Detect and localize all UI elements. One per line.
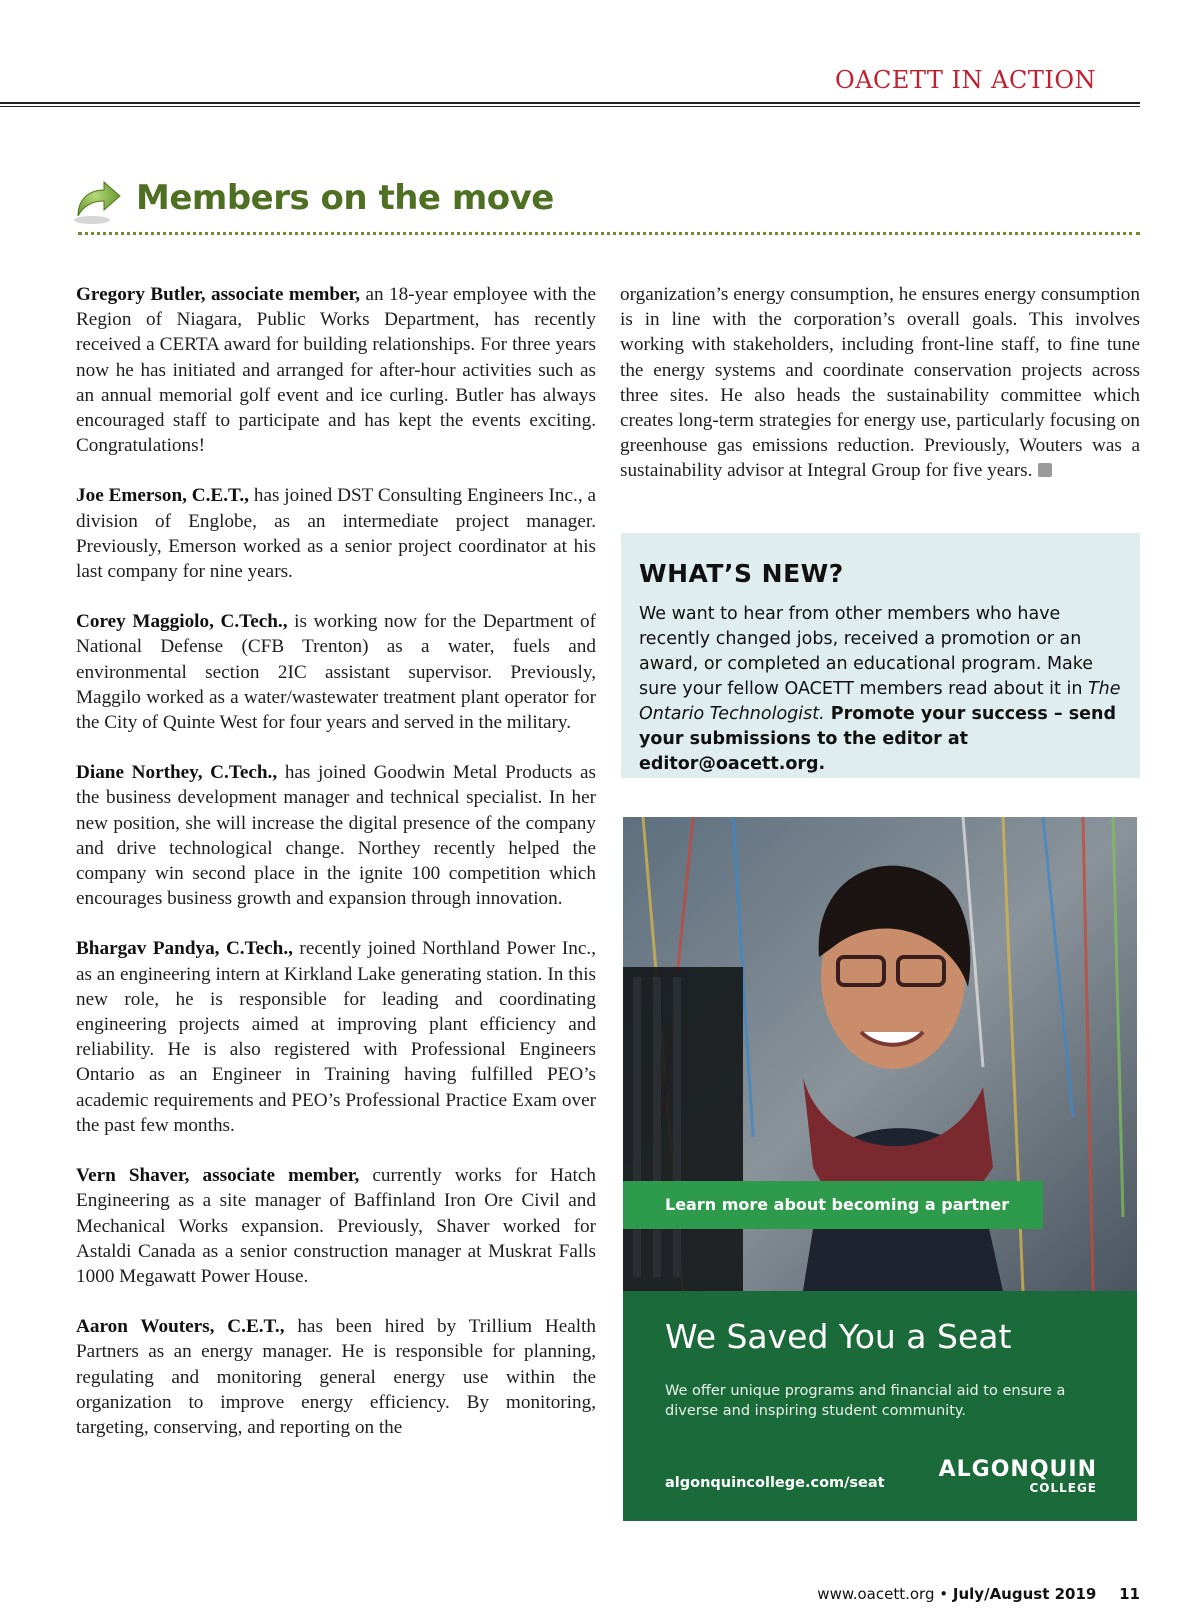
- entry-text: has been hired by Trillium Health Partners as an energy manager. He is responsible for planning, regulating and monitoring general energy use within the organization to improve energy efficiency. By monitoring, targeting, conserving, and reporting on the: [76, 1316, 596, 1438]
- end-of-article-icon: [1038, 463, 1052, 477]
- entry-text: an 18-year employee with the Region of Niagara, Public Works Department, has recently received a CERTA award for building relationships. For three years now he has initiated and arranged for after-hour activities such as an annual memorial golf event and ice curling. Butler has always encouraged staff to participate and has kept the events exciting. Congratulations!: [76, 284, 596, 457]
- left-column: [76, 282, 596, 1465]
- member-name: Bhargav Pandya, C.Tech.,: [76, 938, 293, 960]
- article-continuation: [620, 282, 1140, 484]
- page-footer: [817, 1585, 1140, 1603]
- right-column: [620, 282, 1140, 484]
- footer-website: www.oacett.org: [817, 1585, 935, 1603]
- entry-text: is working now for the Department of National Defense (CFB Trenton) as a water, fuels and environmental section 2IC assistant supervisor. Previously, Maggilo worked as a water/wastewater treatment plant operator for the City of Quinte West for four years and served in the military.: [76, 611, 596, 734]
- publication-name: The Ontario Technologist.: [639, 679, 1121, 724]
- article-entry: [76, 760, 596, 911]
- whats-new-heading: WHAT’S NEW?: [639, 559, 844, 588]
- member-name: Gregory Butler, associate member,: [76, 284, 361, 305]
- member-name: Corey Maggiolo, C.Tech.,: [76, 611, 288, 633]
- entry-text: currently works for Hatch Engineering as a site manager of Baffinland Iron Ore Civil and Mechanical Works expansion. Previously, Shaver worked for Astaldi Canada as a senior construction manager at Muskrat Falls 1000 Megawatt Power House.: [76, 1165, 596, 1287]
- running-header: OACETT IN ACTION: [835, 66, 1096, 94]
- logo-line-2: COLLEGE: [1029, 1481, 1097, 1495]
- whats-new-call-to-action: Promote your success – send your submissions to the editor at editor@oacett.org.: [639, 704, 1116, 774]
- article-entry: [76, 1314, 596, 1440]
- member-name: Aaron Wouters, C.E.T.,: [76, 1316, 285, 1338]
- member-name: Diane Northey, C.Tech.,: [76, 762, 278, 784]
- member-name: Vern Shaver, associate member,: [76, 1165, 360, 1187]
- article-entry: [76, 282, 596, 458]
- footer-issue: July/August 2019: [952, 1585, 1097, 1603]
- page-number: 11: [1119, 1585, 1140, 1603]
- whats-new-box: [621, 533, 1140, 778]
- section-divider: [78, 232, 1140, 235]
- curved-arrow-icon: [70, 172, 126, 228]
- whats-new-text: We want to hear from other members who have recently changed jobs, received a promotion or an award, or completed an educational program. Make sure your fellow OACETT members read about it in: [639, 604, 1094, 699]
- whats-new-body: [639, 602, 1122, 777]
- ad-info-panel: [623, 1291, 1137, 1521]
- header-rule: [0, 102, 1140, 104]
- article-entry: [76, 1163, 596, 1289]
- algonquin-logo: [939, 1459, 1097, 1495]
- continuation-text: organization’s energy consumption, he ensures energy consumption is in line with the corporation’s overall goals. This involves working with stakeholders, including front-line staff, to fine tune the energy systems and coordinate conservation projects across three sites. He also heads the sustainability committee which creates long-term strategies for energy use, particularly focusing on greenhouse gas emissions reduction. Previously, Wouters was a sustainability advisor at Integral Group for five years.: [620, 284, 1140, 482]
- entry-text: recently joined Northland Power Inc., as an engineering intern at Kirkland Lake generating station. In this new role, he is responsible for leading and coordinating engineering projects aimed at improving plant efficiency and reliability. He is also registered with Professional Engineers Ontario as an Engineer in Training having fulfilled PEO’s academic requirements and PEO’s Professional Practice Exam over the past few months.: [76, 938, 596, 1136]
- ad-url-link[interactable]: algonquincollege.com/seat: [665, 1475, 885, 1491]
- entry-text: has joined DST Consulting Engineers Inc., a division of Englobe, as an intermediate project manager. Previously, Emerson worked as a senior project coordinator at his last company for nine years.: [76, 485, 596, 583]
- footer-separator: •: [939, 1585, 949, 1603]
- ad-headline: We Saved You a Seat: [665, 1317, 1012, 1356]
- algonquin-advertisement[interactable]: [623, 817, 1137, 1521]
- entry-text: has joined Goodwin Metal Products as the business development manager and technical specialist. In her new position, she will increase the digital presence of the company and drive technological change. Northey recently helped the company win second place in the ignite 100 competition which encourages business growth and expansion through innovation.: [76, 762, 596, 910]
- article-entry: [76, 483, 596, 584]
- member-name: Joe Emerson, C.E.T.,: [76, 485, 249, 507]
- article-entry: [76, 609, 596, 735]
- ad-subtext: We offer unique programs and financial aid to ensure a diverse and inspiring student community.: [665, 1383, 1066, 1419]
- become-partner-button[interactable]: Learn more about becoming a partner: [623, 1181, 1043, 1229]
- article-entry: [76, 936, 596, 1138]
- header-rule-thin: [0, 106, 1140, 107]
- logo-line-1: ALGONQUIN: [938, 1457, 1097, 1482]
- section-title: Members on the move: [136, 178, 554, 218]
